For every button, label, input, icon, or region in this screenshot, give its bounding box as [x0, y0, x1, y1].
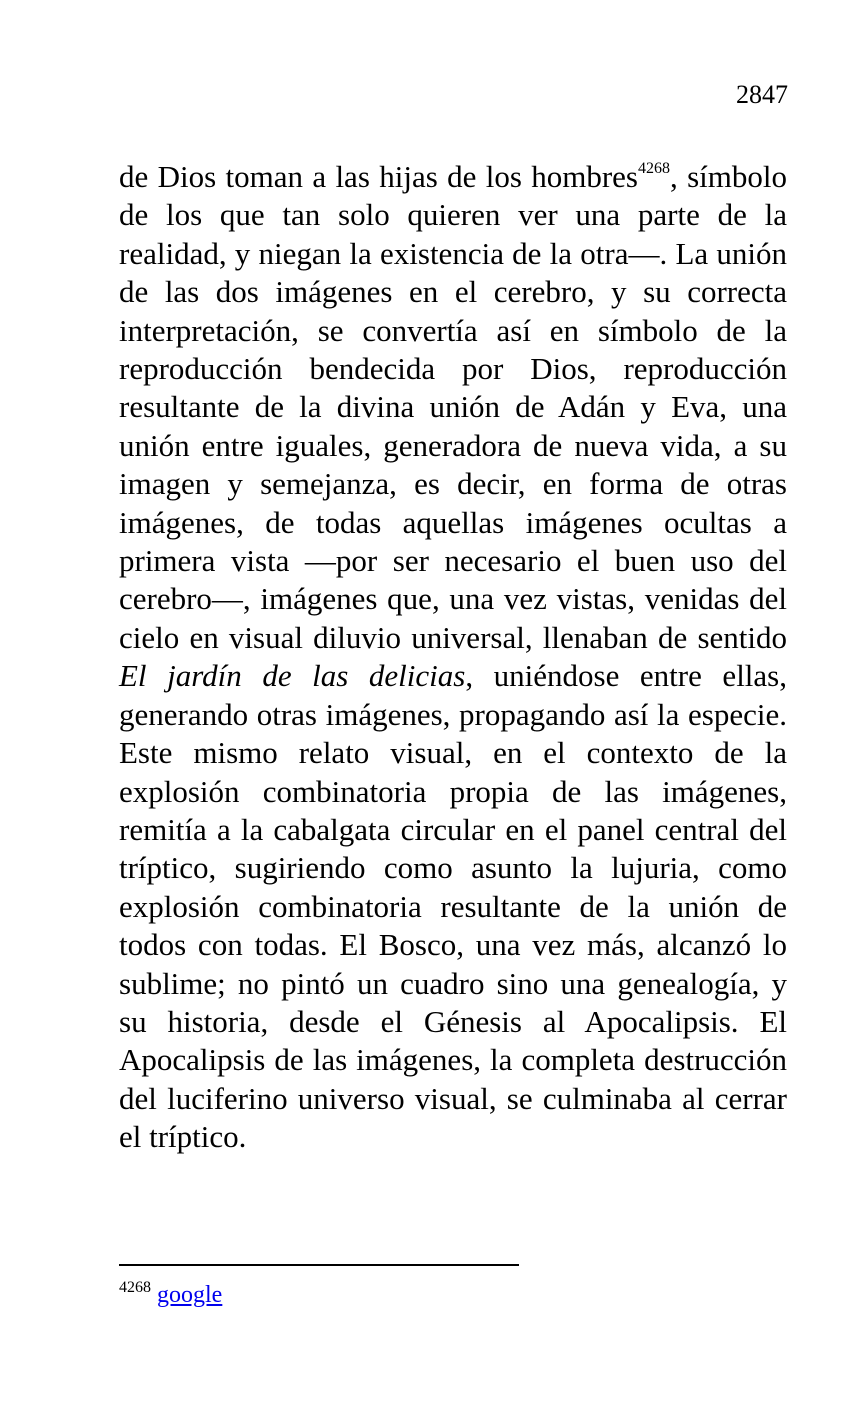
- footnote-reference[interactable]: 4268: [638, 160, 670, 177]
- body-text-part-1: de Dios toman a las hijas de los hombres: [119, 159, 638, 194]
- body-paragraph: [119, 158, 787, 1157]
- footnote-number: 4268: [119, 1279, 151, 1296]
- footnote-divider: [119, 1264, 519, 1266]
- footnote: [119, 1280, 222, 1310]
- footnote-link[interactable]: google: [157, 1282, 223, 1308]
- body-text-part-2: , símbolo de los que tan solo quieren ver una parte de la realidad, y niegan la existencia de la otra―. La unión de las dos imágenes en el cerebro, y su correcta interpretación, se convertía así en símbolo de la reproducción bendecida por Dios, reproducción resultante de la divina unión de Adán y Eva, una unión entre iguales, generadora de nueva vida, a su imagen y semejanza, es decir, en forma de otras imágenes, de todas aquellas imágenes ocultas a primera vista ―por ser necesario el buen uso del cerebro―, imágenes que, una vez vistas, venidas del cielo en visual diluvio universal, llenaban de sentido: [119, 159, 787, 655]
- page-number: 2847: [736, 80, 788, 109]
- artwork-title: El jardín de las delicias: [119, 658, 466, 694]
- body-text-part-3: , uniéndose entre ellas, generando otras imágenes, propagando así la especie. Este mismo relato visual, en el contexto de la explosión combinatoria propia de las imágenes, remitía a la cabalgata circular en el panel central del tríptico, sugiriendo como asunto la lujuria, como explosión combinatoria resultante de la unión de todos con todas. El Bosco, una vez más, alcanzó lo sublime; no pintó un cuadro sino una genealogía, y su historia, desde el Génesis al Apocalipsis. El Apocalipsis de las imágenes, la completa destrucción del luciferino universo visual, se culminaba al cerrar el tríptico.: [119, 658, 787, 1155]
